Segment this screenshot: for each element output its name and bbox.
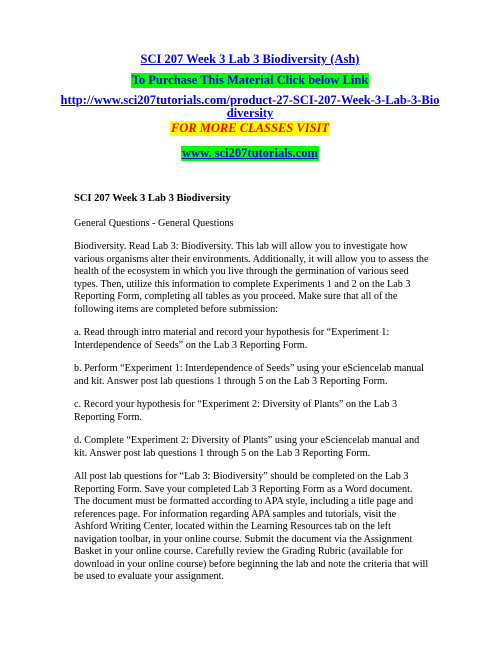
section-label: General Questions - General Questions: [74, 217, 234, 229]
step-c-paragraph: c. Record your hypothesis for “Experiment 2: Diversity of Plants” on the Lab 3 Reporting Form.: [74, 399, 398, 423]
document-body: [74, 193, 430, 595]
product-url-link[interactable]: http://www.sci207tutorials.com/product-27-SCI-207-Week-3-Lab-3-Biodiversity: [60, 93, 440, 120]
product-title-link[interactable]: SCI 207 Week 3 Lab 3 Biodiversity (Ash): [140, 52, 360, 66]
step-b-paragraph: b. Perform “Experiment 1: Interdependence of Seeds” using your eSciencelab manual and kit. Answer post lab questions 1 through 5 on the Lab 3 Reporting Form.: [74, 363, 424, 387]
document-heading: SCI 207 Week 3 Lab 3 Biodiversity: [74, 193, 231, 204]
more-classes-banner: FOR MORE CLASSES VISIT: [170, 121, 330, 135]
step-a-paragraph: a. Read through intro material and record your hypothesis for “Experiment 1: Interdependence of Seeds” on the Lab 3 Reporting Form.: [74, 327, 390, 351]
promo-header: [60, 52, 440, 161]
step-d-paragraph: d. Complete “Experiment 2: Diversity of Plants” using your eSciencelab manual and kit. Answer post lab questions 1 through 5 on the Lab 3 Reporting Form.: [74, 435, 420, 459]
intro-paragraph: Biodiversity. Read Lab 3: Biodiversity. This lab will allow you to investigate how various organisms alter their environments. Additionally, it will allow you to assess the health of the ecosystem in which you live through the germination of various seed types. Then, utilize this information to complete Experiments 1 and 2 on the Lab 3 Reporting Form, completing all tables as you proceed. Make sure that all of the following items are completed before submission:: [74, 241, 429, 315]
purchase-link[interactable]: To Purchase This Material Click below Link: [131, 73, 369, 87]
submission-paragraph: All post lab questions for “Lab 3: Biodiversity” should be completed on the Lab 3 Reporting Form. Save your completed Lab 3 Reporting Form as a Word document. The document must be formatted according to APA style, including a title page and references page. For information regarding APA samples and tutorials, visit the Ashford Writing Center, located within the Learning Resources tab on the left navigation toolbar, in your online course. Submit the document via the Assignment Basket in your online course. Carefully review the Grading Rubric (available for download in your online course) before beginning the lab and note the criteria that will be used to evaluate your assignment.: [74, 471, 429, 582]
site-link[interactable]: www. sci207tutorials.com: [182, 146, 318, 160]
